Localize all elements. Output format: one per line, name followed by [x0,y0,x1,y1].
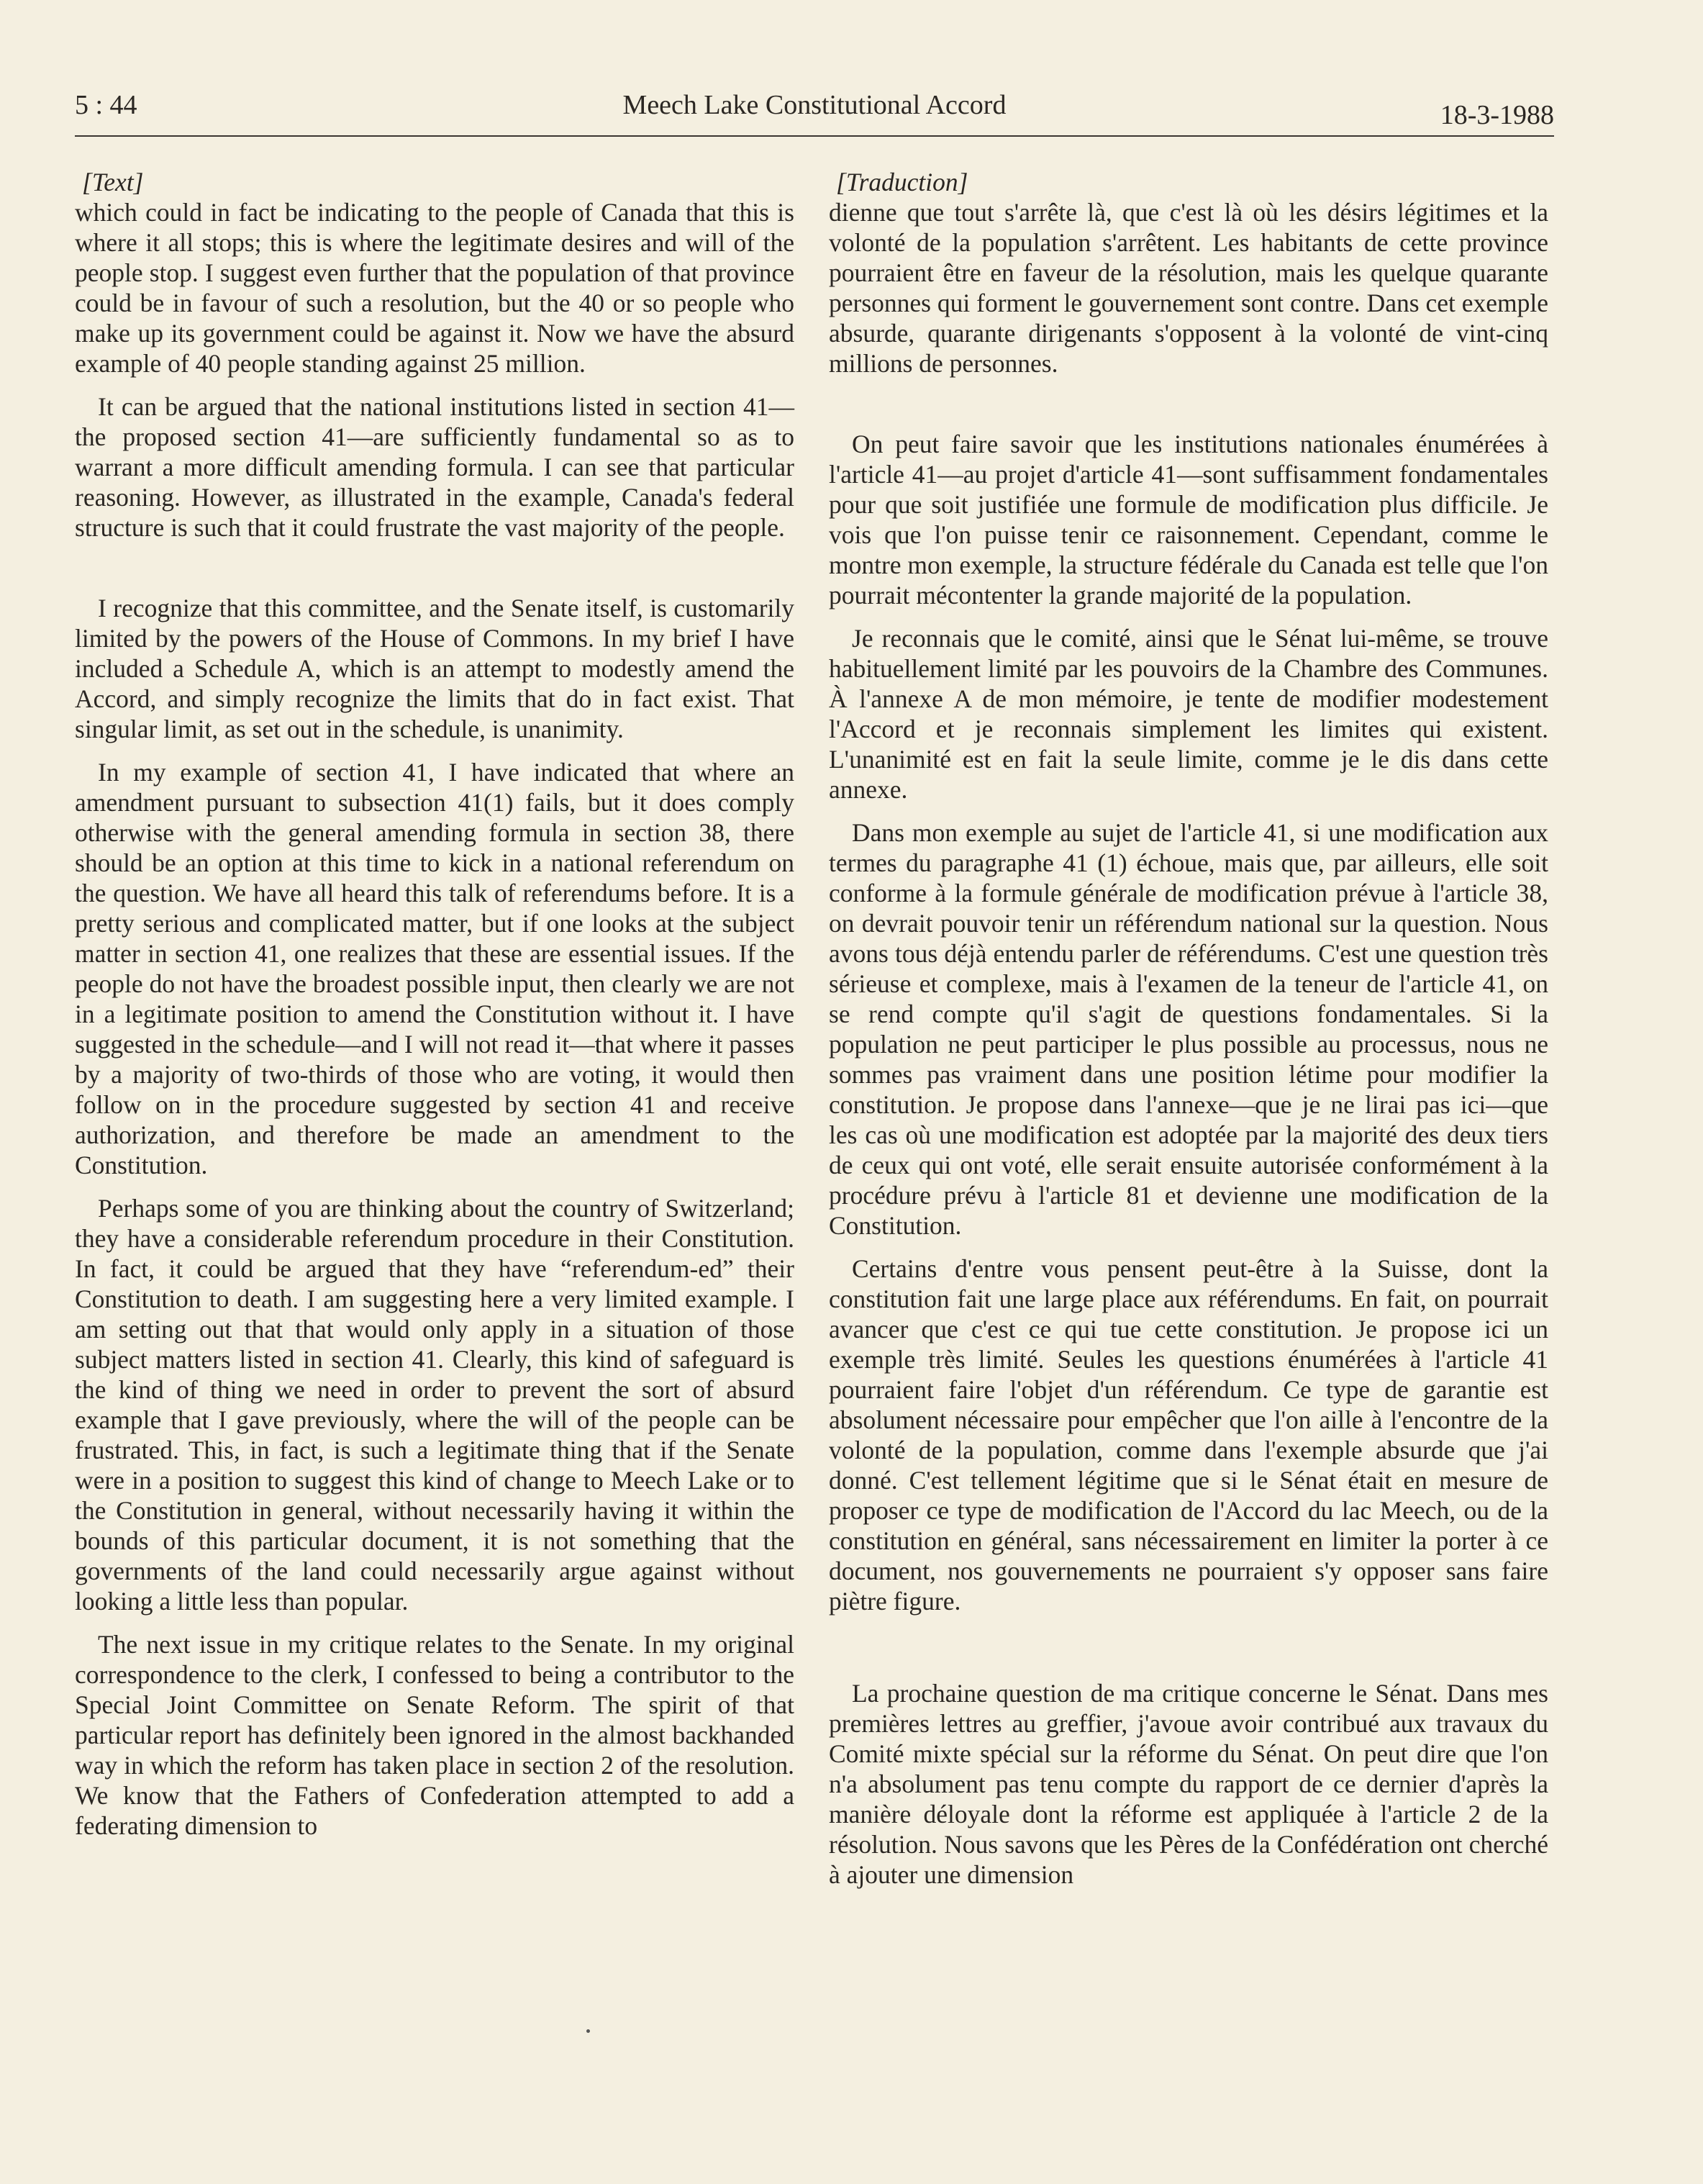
text-label: [Text] [82,168,144,196]
paragraph: The next issue in my critique relates to the Senate. In my original correspondence to the clerk, I confessed to being a contributor to the Special Joint Committee on Senate Reform. The spirit of that particular report has definitely been ignored in the almost backhanded way in which the reform has taken place in section 2 of the resolution. We know that the Fathers of Confederation attempted to add a federating dimension to [75,1630,794,1840]
paragraph: Certains d'entre vous pensent peut-être à la Suisse, dont la constitution fait une large place aux référendums. En fait, on pourrait avancer que c'est ce qui tue cette constitution. Je propose ici un exemple très limité. Seules les questions énumérées à l'article 41 pourraient faire l'objet d'un référendum. Ce type de garantie est absolument nécessaire pour empêcher que l'on aille à l'encontre de la volonté de la population, comme dans l'exemple absurde que j'ai donné. C'est tellement légitime que si le Sénat était en mesure de proposer ce type de modification de l'Accord du lac Meech, ou de la constitution en général, sans nécessairement en limiter la porter à ce document, nos gouvernements ne pourraient s'y opposer sans faire piètre figure. [829,1254,1548,1616]
header-date: 18-3-1988 [1440,100,1554,130]
paragraph: I recognize that this committee, and the Senate itself, is customarily limited by the powers of the House of Commons. In my brief I have included a Schedule A, which is an attempt to modestly amend the Accord, and simply recognize the limits that do in fact exist. That singular limit, as set out in the schedule, is unanimity. [75,594,794,743]
paragraph: It can be argued that the national institutions listed in section 41—the proposed section 41—are sufficiently fundamental so as to warrant a more difficult amending formula. I can see that particular reasoning. However, as illustrated in the example, Canada's federal structure is such that it could frustrate the vast majority of the people. [75,392,794,542]
paragraph: On peut faire savoir que les institutions nationales énumérées à l'article 41—au projet d'article 41—sont suffisamment fondamentales pour que soit justifiée une formule de modification plus difficile. Je vois que l'on puisse tenir ce raisonnement. Cependant, comme le montre mon exemple, la structure fédérale du Canada est telle que l'on pourrait mécontenter la grande majorité de la population. [829,430,1549,610]
page-header [75,85,1554,137]
traduction-label: [Traduction] [836,168,968,196]
page-number: 5 : 44 [75,90,137,120]
page-speck [586,2029,590,2033]
running-title: Meech Lake Constitutional Accord [622,90,1007,120]
paragraph: La prochaine question de ma critique concerne le Sénat. Dans mes premières lettres au greffier, j'avoue avoir contribué aux travaux du Comité mixte spécial sur la réforme du Sénat. On peut dire que l'on n'a absolument pas tenu compte du rapport de ce dernier d'après la manière déloyale dont la réforme est appliquée à l'article 2 de la résolution. Nous savons que les Pères de la Confédération ont cherché à ajouter une dimension [829,1679,1548,1889]
paragraph: dienne que tout s'arrête là, que c'est là où les désirs légitimes et la volonté de la population s'arrêtent. Les habitants de cette province pourraient être en faveur de la résolution, mais les quelque quarante personnes qui forment le gouvernement sont contre. Dans cet exemple absurde, quarante dirigenants s'opposent à la volonté de vint-cinq millions de personnes. [829,198,1548,378]
french-column [829,167,1548,1890]
paragraph: Perhaps some of you are thinking about the country of Switzerland; they have a considerable referendum procedure in their Constitution. In fact, it could be argued that they have “referendum-ed” their Constitution to death. I am suggesting here a very limited example. I am setting out that that would only apply in a situation of those subject matters listed in section 41. Clearly, this kind of safeguard is the kind of thing we need in order to prevent the sort of absurd example that I gave previously, where the will of the people can be frustrated. This, in fact, is such a legitimate thing that if the Senate were in a position to suggest this kind of change to Meech Lake or to the Constitution in general, without necessarily having it within the bounds of this particular document, it is not something that the governments of the land could necessarily argue against without looking a little less than popular. [75,1194,794,1616]
paragraph: In my example of section 41, I have indicated that where an amendment pursuant to subsection 41(1) fails, but it does comply otherwise with the general amending formula in section 38, there should be an option at this time to kick in a national referendum on the question. We have all heard this talk of referendums before. It is a pretty serious and complicated matter, but if one looks at the subject matter in section 41, one realizes that these are essential issues. If the people do not have the broadest possible input, then clearly we are not in a legitimate position to amend the Constitution without it. I have suggested in the schedule—and I will not read it—that where it passes by a majority of two-thirds of those who are voting, it would then follow on in the procedure suggested by section 41 and receive authorization, and therefore be made an amendment to the Constitution. [75,758,794,1179]
english-column [75,167,794,1841]
paragraph: Je reconnais que le comité, ainsi que le Sénat lui-même, se trouve habituellement limité par les pouvoirs de la Chambre des Communes. À l'annexe A de mon mémoire, je tente de modifier modestement l'Accord et je reconnais simplement les limites qui existent. L'unanimité est en fait la seule limite, comme je le dis dans cette annexe. [829,624,1548,804]
paragraph: which could in fact be indicating to the people of Canada that this is where it all stops; this is where the legitimate desires and will of the people stop. I suggest even further that the population of that province could be in favour of such a resolution, but the 40 or so people who make up its government could be against it. Now we have the absurd example of 40 people standing against 25 million. [75,198,794,378]
paragraph: Dans mon exemple au sujet de l'article 41, si une modification aux termes du paragraphe 41 (1) échoue, mais que, par ailleurs, elle soit conforme à la formule générale de modification prévue à l'article 38, on devrait pouvoir tenir un référendum national sur la question. Nous avons tous déjà entendu parler de référendums. C'est une question très sérieuse et complexe, mais à l'examen de la teneur de l'article 41, on se rend compte qu'il s'agit de questions fondamentales. Si la population ne peut participer le plus possible au processus, nous ne sommes pas vraiment dans une position létime pour modifier la constitution. Je propose dans l'annexe—que je ne lirai pas ici—que les cas où une modification est adoptée par la majorité des deux tiers de ceux qui ont voté, elle serait ensuite autorisée conformément à la procédure prévu à l'article 81 et devienne une modification de la Constitution. [829,818,1548,1240]
